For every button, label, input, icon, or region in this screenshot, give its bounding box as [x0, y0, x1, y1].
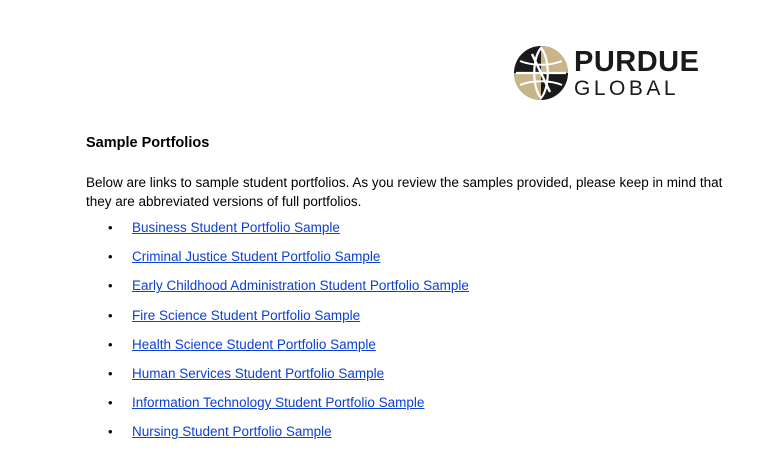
bullet-icon: •	[108, 307, 113, 323]
globe-shield-icon	[512, 44, 570, 102]
bullet-icon: •	[108, 336, 113, 352]
bullet-icon: •	[108, 424, 113, 440]
logo-line1: PURDUE	[574, 46, 700, 78]
health-science-portfolio-link[interactable]: Health Science Student Portfolio Sample	[132, 336, 376, 352]
logo-wordmark	[574, 48, 699, 99]
page-heading: Sample Portfolios	[86, 135, 210, 151]
business-portfolio-link[interactable]: Business Student Portfolio Sample	[132, 220, 340, 235]
bullet-icon: •	[108, 365, 113, 381]
logo-line2: GLOBAL	[574, 77, 680, 100]
nursing-portfolio-link[interactable]: Nursing Student Portfolio Sample	[132, 424, 332, 440]
bullet-icon: •	[108, 278, 113, 294]
bullet-icon: •	[108, 220, 113, 235]
purdue-global-logo	[512, 44, 702, 104]
bullet-icon: •	[108, 395, 113, 411]
human-services-portfolio-link[interactable]: Human Services Student Portfolio Sample	[132, 365, 385, 381]
intro-paragraph: Below are links to sample student portfolios. As you review the samples provided, please keep in mind that they are abbreviated versions of full portfolios.	[86, 175, 723, 209]
bullet-icon: •	[108, 249, 113, 265]
criminal-justice-portfolio-link[interactable]: Criminal Justice Student Portfolio Sample	[132, 249, 381, 265]
fire-science-portfolio-link[interactable]: Fire Science Student Portfolio Sample	[132, 307, 361, 323]
early-childhood-portfolio-link[interactable]: Early Childhood Administration Student Portfolio Sample	[132, 278, 469, 294]
information-technology-portfolio-link[interactable]: Information Technology Student Portfolio Sample	[132, 395, 425, 411]
